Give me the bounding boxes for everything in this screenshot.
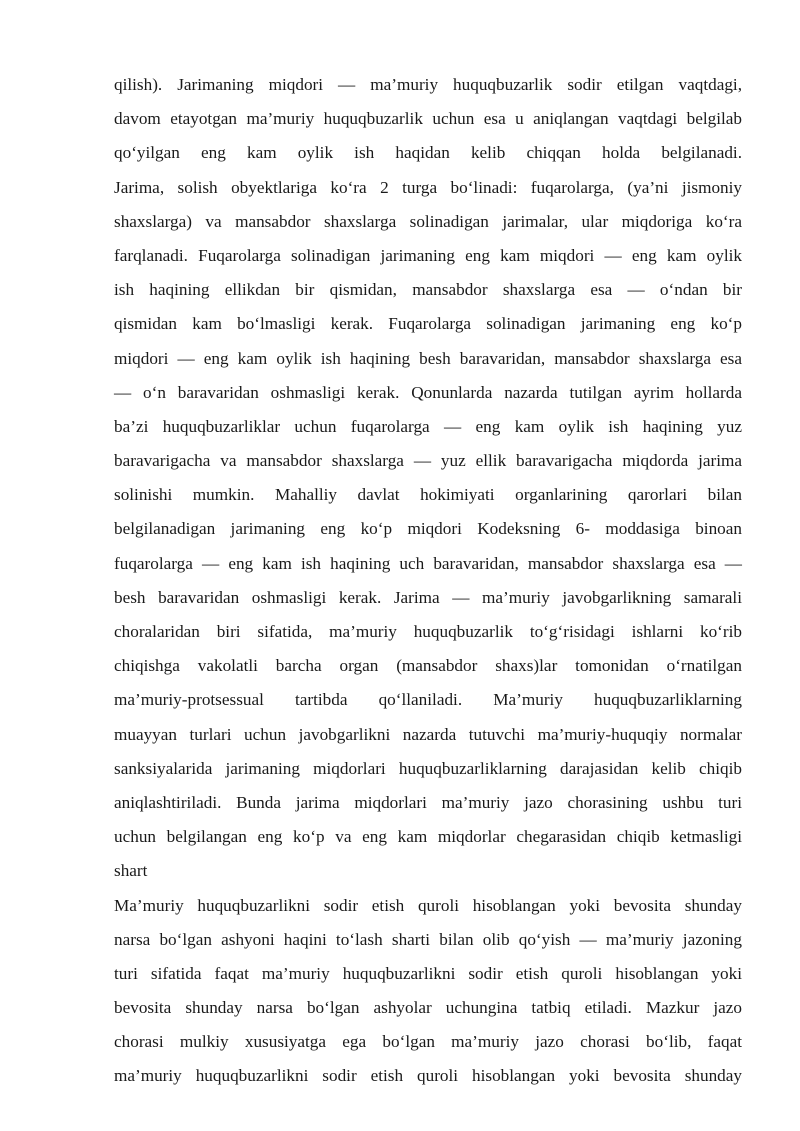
- text-line: miqdori — eng kam oylik ish haqining besh baravaridan, mansabdor shaxslarga esa: [114, 348, 742, 368]
- text-line: fuqarolarga — eng kam ish haqining uch baravaridan, mansabdor shaxslarga esa —: [114, 553, 742, 573]
- text-line: choralaridan biri sifatida, ma’muriy huquqbuzarlik to‘g‘risidagi ishlarni ko‘rib: [114, 622, 742, 641]
- text-line: — o‘n baravaridan oshmasligi kerak. Qonunlarda nazarda tutilgan ayrim hollarda: [114, 382, 742, 402]
- text-line: ish haqining ellikdan bir qismidan, mansabdor shaxslarga esa — o‘ndan bir: [114, 280, 742, 300]
- text-line: davom etayotgan ma’muriy huquqbuzarlik uchun esa u aniqlangan vaqtdagi belgilab: [114, 109, 742, 129]
- text-line: ba’zi huquqbuzarliklar uchun fuqarolarga — eng kam oylik ish haqining yuz: [114, 416, 742, 436]
- text-line: chorasi mulkiy xususiyatga ega bo‘lgan ma’muriy jazo chorasi bo‘lib, faqat: [114, 1032, 742, 1052]
- text-line: farqlanadi. Fuqarolarga solinadigan jarimaning eng kam miqdori — eng kam oylik: [114, 245, 742, 265]
- text-line: Jarima, solish obyektlariga ko‘ra 2 turga bo‘linadi: fuqarolarga, (ya’ni jismoniy: [114, 177, 742, 197]
- text-line: aniqlashtiriladi. Bunda jarima miqdorlari ma’muriy jazo chorasining ushbu turi: [114, 792, 742, 812]
- text-line: qilish). Jarimaning miqdori — ma’muriy huquqbuzarlik sodir etilgan vaqtdagi,: [114, 75, 742, 94]
- text-line: uchun belgilangan eng ko‘p va eng kam miqdorlar chegarasidan chiqib ketmasligi: [114, 827, 742, 847]
- text-line: ma’muriy-protsessual tartibda qo‘llaniladi. Ma’muriy huquqbuzarliklarning: [114, 690, 742, 710]
- text-line: baravarigacha va mansabdor shaxslarga — yuz ellik baravarigacha miqdorda jarima: [114, 451, 742, 471]
- text-line: bevosita shunday narsa bo‘lgan ashyolar uchungina tatbiq etiladi. Mazkur jazo: [114, 998, 742, 1018]
- document-body: [114, 68, 742, 1094]
- paragraph: [114, 68, 742, 889]
- text-line: besh baravaridan oshmasligi kerak. Jarima — ma’muriy javobgarlikning samarali: [114, 587, 742, 607]
- text-line: belgilanadigan jarimaning eng ko‘p miqdori Kodeksning 6- moddasiga binoan: [114, 519, 742, 539]
- text-line: solinishi mumkin. Mahalliy davlat hokimiyati organlarining qarorlari bilan: [114, 485, 742, 505]
- paragraph: [114, 889, 742, 1094]
- text-line: ma’muriy huquqbuzarlikni sodir etish quroli hisoblangan yoki bevosita shunday: [114, 1066, 742, 1086]
- text-line: muayyan turlari uchun javobgarlikni nazarda tutuvchi ma’muriy-huquqiy normalar: [114, 724, 742, 744]
- text-line: chiqishga vakolatli barcha organ (mansabdor shaxs)lar tomonidan o‘rnatilgan: [114, 656, 742, 676]
- text-line: turi sifatida faqat ma’muriy huquqbuzarlikni sodir etish quroli hisoblangan yoki: [114, 963, 742, 983]
- text-line: qo‘yilgan eng kam oylik ish haqidan kelib chiqqan holda belgilanadi.: [114, 143, 742, 163]
- text-line: shaxslarga) va mansabdor shaxslarga solinadigan jarimalar, ular miqdoriga ko‘ra: [114, 211, 742, 231]
- text-line: Ma’muriy huquqbuzarlikni sodir etish quroli hisoblangan yoki bevosita shunday: [114, 895, 742, 915]
- text-line: qismidan kam bo‘lmasligi kerak. Fuqarolarga solinadigan jarimaning eng ko‘p: [114, 314, 742, 334]
- text-line: shart: [114, 861, 148, 881]
- text-line: sanksiyalarida jarimaning miqdorlari huquqbuzarliklarning darajasidan kelib chiqib: [114, 758, 742, 778]
- text-line: narsa bo‘lgan ashyoni haqini to‘lash sharti bilan olib qo‘yish — ma’muriy jazoning: [114, 929, 742, 949]
